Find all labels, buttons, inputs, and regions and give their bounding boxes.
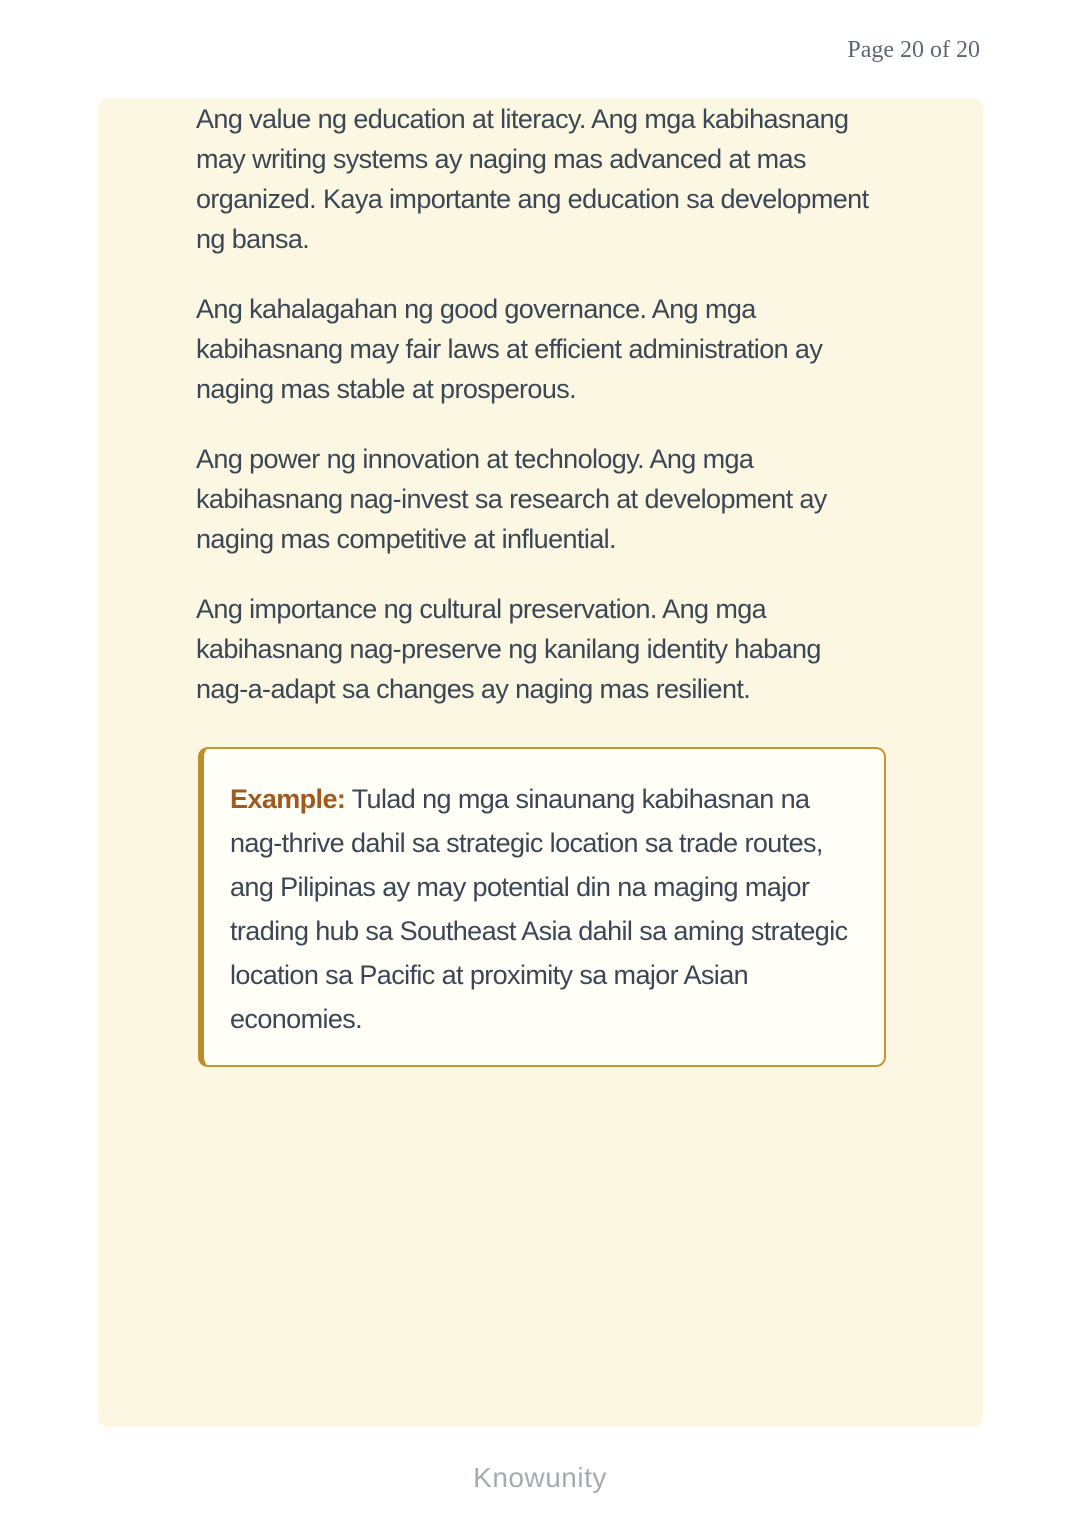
- page-indicator: Page 20 of 20: [847, 37, 980, 63]
- paragraph-education-literacy: Ang value ng education at literacy. Ang mga kabihasnang may writing systems ay naging mas advanced at mas organized. Kaya importante ang education sa development ng bansa.: [196, 104, 869, 254]
- paragraph-innovation-technology: Ang power ng innovation at technology. Ang mga kabihasnang nag-invest sa research at development ay naging mas competitive at influential.: [196, 444, 827, 554]
- content-card: [98, 98, 983, 1427]
- example-body: Tulad ng mga sinaunang kabihasnan na nag-thrive dahil sa strategic location sa trade routes, ang Pilipinas ay may potential din na maging major trading hub sa Southeast Asia dahil sa aming strategic location sa Pacific at proximity sa major Asian economies.: [230, 784, 848, 1034]
- example-label: Example:: [230, 784, 346, 814]
- paragraph-cultural-preservation: Ang importance ng cultural preservation. Ang mga kabihasnang nag-preserve ng kanilang identity habang nag-a-adapt sa changes ay naging mas resilient.: [196, 594, 821, 704]
- example-text: [230, 777, 854, 1041]
- brand-watermark: Knowunity: [473, 1462, 607, 1493]
- paragraph-good-governance: Ang kahalagahan ng good governance. Ang mga kabihasnang may fair laws at efficient administration ay naging mas stable at prosperous.: [196, 294, 823, 404]
- example-callout: [198, 747, 886, 1067]
